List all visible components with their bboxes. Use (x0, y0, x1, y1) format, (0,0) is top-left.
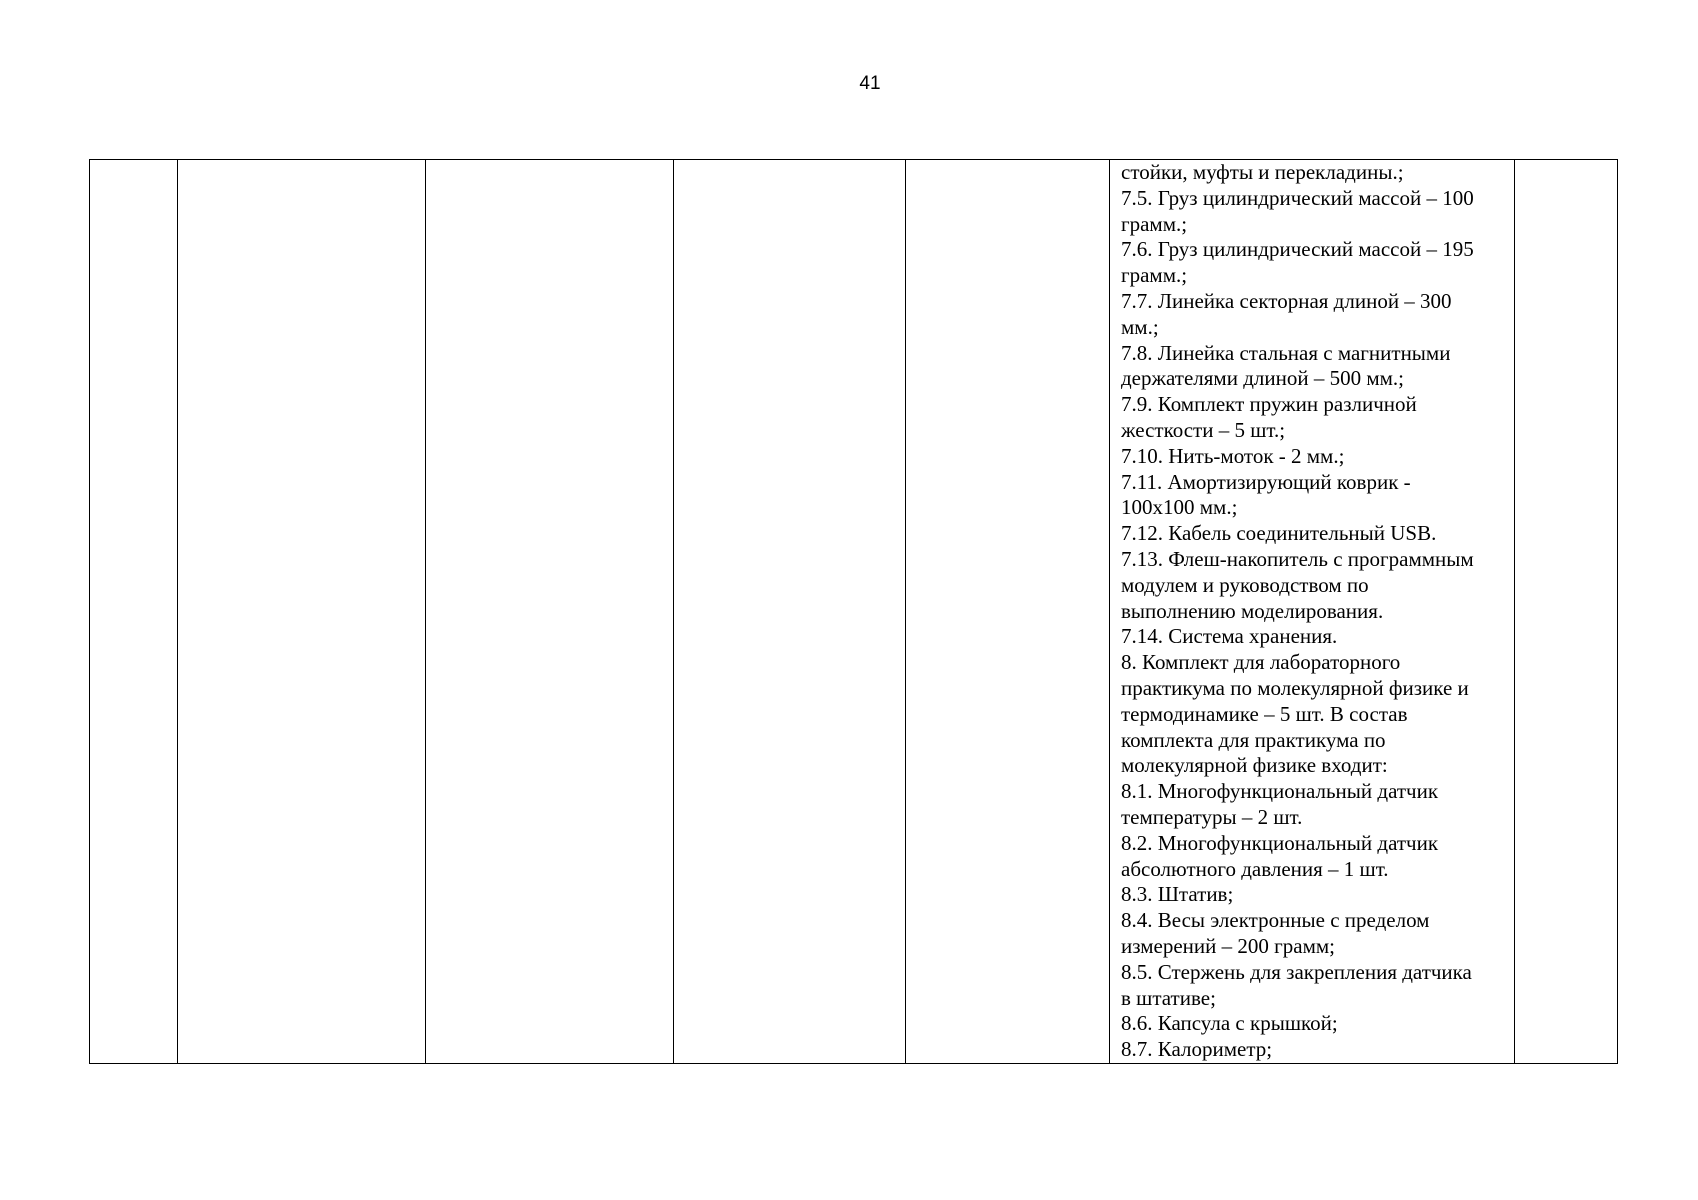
description-line: стойки, муфты и перекладины.; (1121, 160, 1404, 184)
description-line: выполнению моделирования. (1121, 598, 1384, 623)
description-line: 7.6. Груз цилиндрический массой – 195 (1121, 237, 1474, 262)
description-line: 8.3. Штатив; (1121, 882, 1234, 907)
description-line: грамм.; (1121, 263, 1188, 288)
description-line: держателями длиной – 500 мм.; (1121, 366, 1404, 391)
table-cell-2 (178, 160, 426, 1064)
description-line: 7.8. Линейка стальная с магнитными (1121, 340, 1451, 365)
description-line: 7.12. Кабель соединительный USB. (1121, 521, 1437, 546)
specification-table (89, 159, 1618, 1064)
description-line: 8.7. Калориметр; (1121, 1037, 1273, 1062)
description-line: 7.9. Комплект пружин различной (1121, 392, 1417, 417)
page-number: 41 (859, 73, 881, 94)
description-line: модулем и руководством по (1121, 572, 1369, 597)
description-line: измерений – 200 грамм; (1121, 933, 1335, 958)
description-line: мм.; (1121, 314, 1159, 339)
table-cell-7 (1515, 160, 1618, 1064)
description-line: в штативе; (1121, 985, 1216, 1010)
description-line: молекулярной физике входит: (1121, 753, 1388, 778)
description-line: 7.13. Флеш-накопитель с программным (1121, 546, 1474, 571)
table-cell-number (90, 160, 178, 1064)
description-line: 7.10. Нить-моток - 2 мм.; (1121, 443, 1345, 468)
description-line: 7.5. Груз цилиндрический массой – 100 (1121, 185, 1474, 210)
table-cell-3 (426, 160, 674, 1064)
description-line: 100х100 мм.; (1121, 495, 1238, 520)
description-line: 7.14. Система хранения. (1121, 624, 1338, 649)
description-text (1110, 160, 1514, 1063)
description-line: комплекта для практикума по (1121, 727, 1386, 752)
description-line: 8.6. Капсула с крышкой; (1121, 1011, 1338, 1036)
table-cell-5 (906, 160, 1110, 1064)
description-line: практикума по молекулярной физике и (1121, 675, 1469, 700)
table-cell-description (1110, 160, 1515, 1064)
description-line: 8. Комплект для лабораторного (1121, 650, 1401, 675)
description-line: 8.4. Весы электронные с пределом (1121, 908, 1430, 933)
description-line: 7.7. Линейка секторная длиной – 300 (1121, 288, 1452, 313)
description-line: жесткости – 5 шт.; (1121, 417, 1286, 442)
table-row (90, 160, 1618, 1064)
description-line: 7.11. Амортизирующий коврик - (1121, 469, 1411, 494)
description-line: 8.2. Многофункциональный датчик (1121, 830, 1439, 855)
description-line: 8.5. Стержень для закрепления датчика (1121, 959, 1472, 984)
description-line: абсолютного давления – 1 шт. (1121, 856, 1389, 881)
table-cell-4 (674, 160, 906, 1064)
description-line: 8.1. Многофункциональный датчик (1121, 779, 1439, 804)
description-line: грамм.; (1121, 211, 1188, 236)
description-line: температуры – 2 шт. (1121, 804, 1303, 829)
description-line: термодинамике – 5 шт. В состав (1121, 701, 1408, 726)
